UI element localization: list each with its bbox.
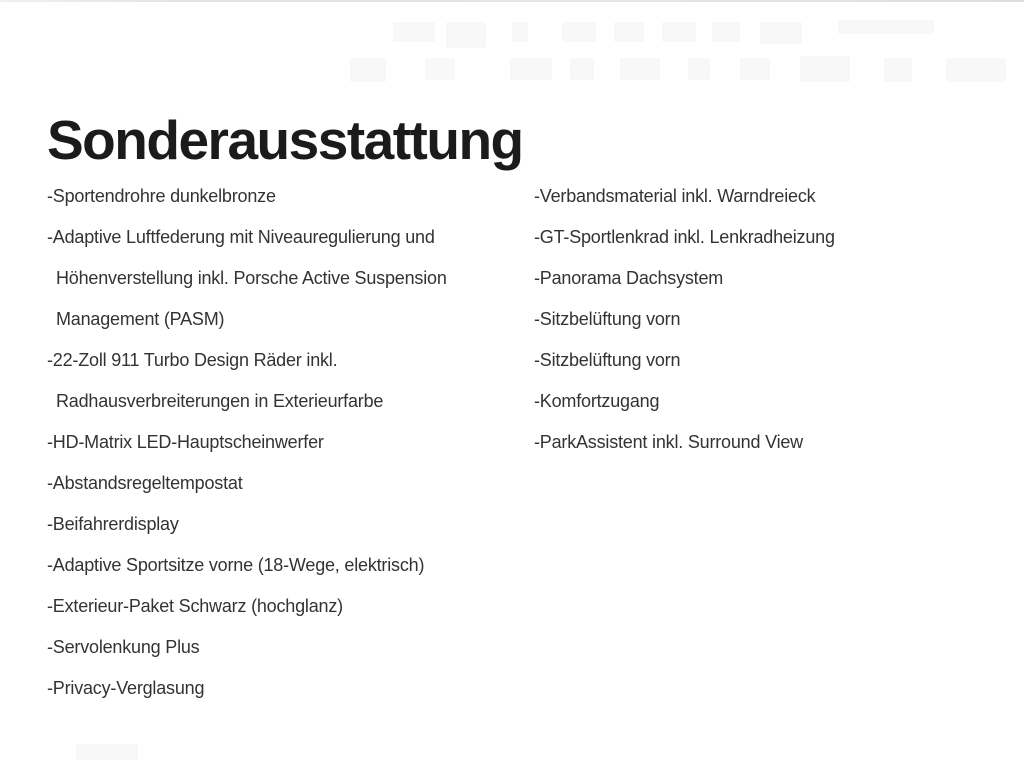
top-hairline-rule <box>0 0 1024 2</box>
equipment-line: -Abstandsregeltempostat <box>47 473 243 493</box>
equipment-line: -Beifahrerdisplay <box>47 514 179 534</box>
ghost-artifact <box>614 22 644 42</box>
equipment-line: -Adaptive Sportsitze vorne (18-Wege, elektrisch) <box>47 555 425 575</box>
ghost-artifact <box>884 58 912 82</box>
equipment-list-left <box>47 176 529 709</box>
equipment-line: -Verbandsmaterial inkl. Warndreieck <box>534 186 816 206</box>
ghost-artifact <box>838 20 934 34</box>
ghost-artifact <box>620 58 660 80</box>
equipment-line-continuation: Management (PASM) <box>56 309 225 329</box>
ghost-artifact <box>446 22 486 48</box>
page-title: Sonderausstattung <box>47 108 523 171</box>
equipment-list-right <box>534 176 1016 463</box>
ghost-artifact <box>662 22 696 42</box>
equipment-line: -22-Zoll 911 Turbo Design Räder inkl. <box>47 350 338 370</box>
ghost-artifact <box>393 22 435 42</box>
equipment-line: -Panorama Dachsystem <box>534 268 724 288</box>
equipment-line-continuation: Höhenverstellung inkl. Porsche Active Suspension <box>56 268 447 288</box>
ghost-artifact <box>712 22 740 42</box>
equipment-line: -Adaptive Luftfederung mit Niveauregulierung und <box>47 227 435 247</box>
ghost-artifact <box>510 58 552 80</box>
ghost-artifact <box>562 22 596 42</box>
equipment-line: -Sitzbelüftung vorn <box>534 309 681 329</box>
equipment-line: -GT-Sportlenkrad inkl. Lenkradheizung <box>534 227 835 247</box>
equipment-line: -ParkAssistent inkl. Surround View <box>534 432 803 452</box>
ghost-artifact <box>512 22 528 42</box>
ghost-artifact <box>350 58 386 82</box>
equipment-line: -Komfortzugang <box>534 391 660 411</box>
equipment-line: -Sportendrohre dunkelbronze <box>47 186 276 206</box>
equipment-line: -Privacy-Verglasung <box>47 678 205 698</box>
ghost-artifact <box>800 56 850 82</box>
ghost-artifact <box>946 58 1006 82</box>
equipment-line: -Exterieur-Paket Schwarz (hochglanz) <box>47 596 343 616</box>
ghost-artifact <box>76 744 138 760</box>
ghost-artifact <box>740 58 770 80</box>
equipment-line-continuation: Radhausverbreiterungen in Exterieurfarbe <box>56 391 384 411</box>
ghost-artifact <box>688 58 710 80</box>
ghost-artifact <box>570 58 594 80</box>
ghost-artifact <box>425 58 455 80</box>
equipment-line: -Servolenkung Plus <box>47 637 200 657</box>
ghost-artifact <box>760 22 802 44</box>
equipment-line: -HD-Matrix LED-Hauptscheinwerfer <box>47 432 324 452</box>
equipment-line: -Sitzbelüftung vorn <box>534 350 681 370</box>
